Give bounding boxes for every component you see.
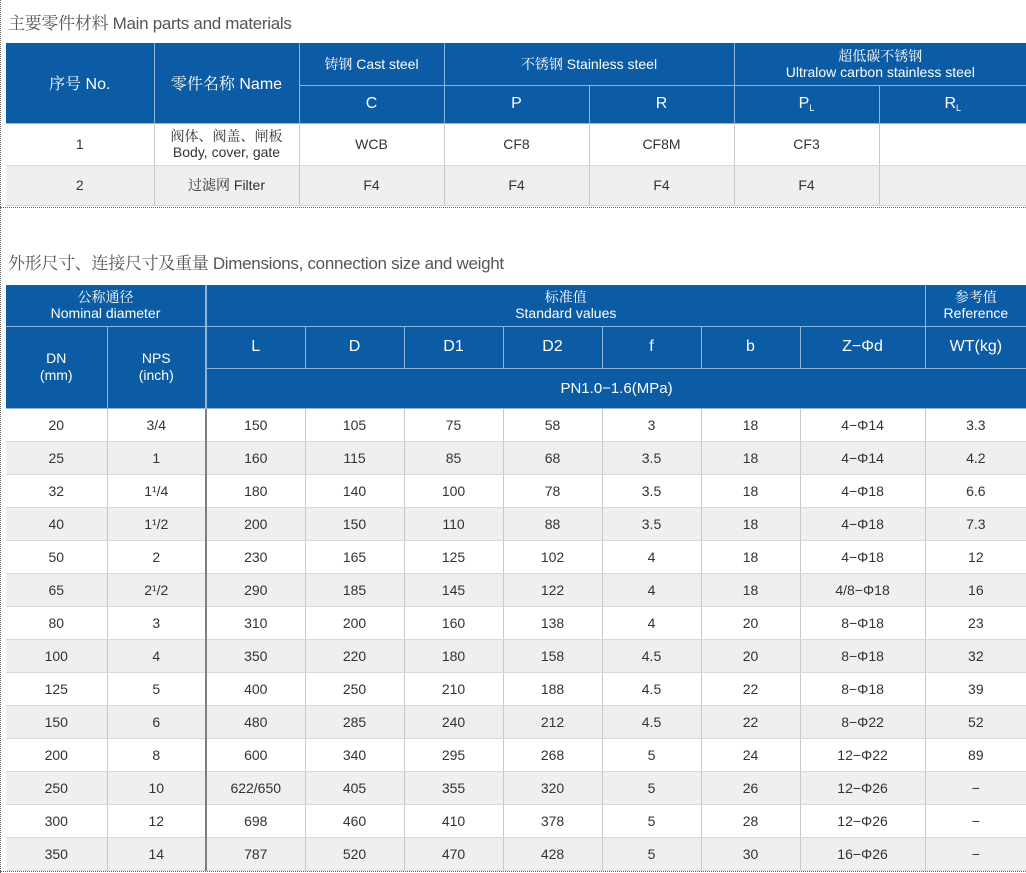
cell-nps: 12 <box>107 804 206 837</box>
cell-d1: 100 <box>404 474 503 507</box>
cell-nps: 1 <box>107 441 206 474</box>
cell-l: 310 <box>206 606 305 639</box>
cell-d1: 470 <box>404 837 503 870</box>
table-row <box>6 474 1026 507</box>
dimensions-table <box>6 285 1026 871</box>
cell-pl: F4 <box>734 165 879 205</box>
cell-b: 18 <box>701 441 800 474</box>
cell-wt: 39 <box>925 672 1026 705</box>
cell-z-phi-d: 8−Φ22 <box>800 705 925 738</box>
cell-wt: 16 <box>925 573 1026 606</box>
materials-section-title: 主要零件材料 Main parts and materials <box>8 14 292 33</box>
cell-dn: 25 <box>6 441 107 474</box>
cell-b: 24 <box>701 738 800 771</box>
header-nominal-diameter: 公称通径 Nominal diameter <box>6 285 206 326</box>
cell-z-phi-d: 4−Φ14 <box>800 441 925 474</box>
cell-d2: 212 <box>503 705 602 738</box>
header-col-z: Z−Φd <box>800 326 925 368</box>
cell-rl <box>879 165 1026 205</box>
cell-d2: 158 <box>503 639 602 672</box>
cell-nps: 2 <box>107 540 206 573</box>
cell-b: 18 <box>701 408 800 441</box>
cell-d2: 428 <box>503 837 602 870</box>
header-standard-values: 标准值 Standard values <box>206 285 925 326</box>
cell-d: 250 <box>305 672 404 705</box>
cell-b: 30 <box>701 837 800 870</box>
cell-p: CF8 <box>444 123 589 165</box>
cell-d2: 102 <box>503 540 602 573</box>
cell-d2: 68 <box>503 441 602 474</box>
cell-b: 18 <box>701 474 800 507</box>
cell-wt: 32 <box>925 639 1026 672</box>
cell-b: 18 <box>701 573 800 606</box>
cell-z-phi-d: 12−Φ26 <box>800 804 925 837</box>
cell-f: 4 <box>602 606 701 639</box>
cell-z-phi-d: 4−Φ18 <box>800 474 925 507</box>
cell-r: CF8M <box>589 123 734 165</box>
cell-d1: 160 <box>404 606 503 639</box>
cell-wt: − <box>925 804 1026 837</box>
cell-wt: 52 <box>925 705 1026 738</box>
header-ultralow-carbon <box>734 43 1026 85</box>
cell-nps: 4 <box>107 639 206 672</box>
cell-d1: 210 <box>404 672 503 705</box>
header-col-d: D <box>305 326 404 368</box>
cell-rl <box>879 123 1026 165</box>
header-col-l: L <box>206 326 305 368</box>
table-row <box>6 540 1026 573</box>
cell-b: 20 <box>701 606 800 639</box>
table-row <box>6 507 1026 540</box>
cell-b: 20 <box>701 639 800 672</box>
cell-nps: 8 <box>107 738 206 771</box>
cell-no: 2 <box>6 165 154 205</box>
table-row <box>6 639 1026 672</box>
cell-f: 4 <box>602 573 701 606</box>
cell-l: 600 <box>206 738 305 771</box>
cell-d1: 145 <box>404 573 503 606</box>
cell-d: 405 <box>305 771 404 804</box>
cell-part-name: 阀体、阀盖、闸板 Body, cover, gate <box>154 123 299 165</box>
cell-d: 520 <box>305 837 404 870</box>
cell-z-phi-d: 12−Φ22 <box>800 738 925 771</box>
cell-f: 3.5 <box>602 441 701 474</box>
cell-l: 698 <box>206 804 305 837</box>
cell-wt: 4.2 <box>925 441 1026 474</box>
cell-dn: 40 <box>6 507 107 540</box>
cell-dn: 32 <box>6 474 107 507</box>
cell-b: 22 <box>701 705 800 738</box>
header-col-f: f <box>602 326 701 368</box>
table-row <box>6 606 1026 639</box>
header-col-b: b <box>701 326 800 368</box>
cell-nps: 2¹/2 <box>107 573 206 606</box>
table-row <box>6 165 1026 205</box>
code-pl: $P_L$ <box>734 85 879 123</box>
cell-wt: 23 <box>925 606 1026 639</box>
code-p: P <box>444 85 589 123</box>
page-border-bottom <box>0 871 1026 872</box>
cell-z-phi-d: 8−Φ18 <box>800 639 925 672</box>
cell-d2: 88 <box>503 507 602 540</box>
cell-dn: 80 <box>6 606 107 639</box>
cell-d1: 75 <box>404 408 503 441</box>
cell-z-phi-d: 4−Φ14 <box>800 408 925 441</box>
header-nps: NPS (inch) <box>107 326 206 408</box>
cell-nps: 3/4 <box>107 408 206 441</box>
cell-d2: 378 <box>503 804 602 837</box>
cell-dn: 65 <box>6 573 107 606</box>
cell-wt: 6.6 <box>925 474 1026 507</box>
cell-d: 165 <box>305 540 404 573</box>
header-part-name: 零件名称 Name <box>154 43 299 123</box>
cell-wt: − <box>925 837 1026 870</box>
cell-wt: 89 <box>925 738 1026 771</box>
cell-l: 290 <box>206 573 305 606</box>
cell-d2: 78 <box>503 474 602 507</box>
header-col-wt: WT(kg) <box>925 326 1026 368</box>
cell-d2: 58 <box>503 408 602 441</box>
cell-part-name: 过滤网 Filter <box>154 165 299 205</box>
cell-wt: 7.3 <box>925 507 1026 540</box>
cell-p: F4 <box>444 165 589 205</box>
cell-b: 28 <box>701 804 800 837</box>
table-row <box>6 123 1026 165</box>
code-rl: $R_L$ <box>879 85 1026 123</box>
cell-d1: 410 <box>404 804 503 837</box>
cell-c: WCB <box>299 123 444 165</box>
cell-l: 622/650 <box>206 771 305 804</box>
cell-f: 5 <box>602 837 701 870</box>
cell-f: 5 <box>602 771 701 804</box>
cell-nps: 1¹/4 <box>107 474 206 507</box>
header-stainless-steel: 不锈钢 Stainless steel <box>444 43 734 85</box>
cell-f: 4.5 <box>602 639 701 672</box>
cell-pl: CF3 <box>734 123 879 165</box>
cell-d: 460 <box>305 804 404 837</box>
header-reference: 参考值 Reference <box>925 285 1026 326</box>
header-no: 序号 No. <box>6 43 154 123</box>
cell-d1: 295 <box>404 738 503 771</box>
cell-dn: 50 <box>6 540 107 573</box>
cell-dn: 150 <box>6 705 107 738</box>
cell-d1: 240 <box>404 705 503 738</box>
cell-nps: 10 <box>107 771 206 804</box>
cell-l: 160 <box>206 441 305 474</box>
cell-nps: 1¹/2 <box>107 507 206 540</box>
header-pressure-rating: PN1.0−1.6(MPa) <box>206 368 1026 408</box>
cell-f: 4 <box>602 540 701 573</box>
cell-d: 150 <box>305 507 404 540</box>
cell-d: 220 <box>305 639 404 672</box>
cell-d2: 122 <box>503 573 602 606</box>
cell-d2: 138 <box>503 606 602 639</box>
materials-table <box>6 43 1026 206</box>
cell-f: 5 <box>602 804 701 837</box>
cell-d2: 320 <box>503 771 602 804</box>
header-col-d2: D2 <box>503 326 602 368</box>
cell-d1: 180 <box>404 639 503 672</box>
cell-d: 285 <box>305 705 404 738</box>
table-row <box>6 705 1026 738</box>
cell-l: 200 <box>206 507 305 540</box>
cell-l: 400 <box>206 672 305 705</box>
code-r: R <box>589 85 734 123</box>
cell-wt: − <box>925 771 1026 804</box>
cell-f: 3.5 <box>602 507 701 540</box>
header-ultralow-cn: 超低碳不锈钢 <box>838 47 923 64</box>
table-row <box>6 672 1026 705</box>
cell-l: 787 <box>206 837 305 870</box>
cell-dn: 300 <box>6 804 107 837</box>
cell-nps: 14 <box>107 837 206 870</box>
page-border-left <box>0 0 1 873</box>
cell-z-phi-d: 8−Φ18 <box>800 606 925 639</box>
cell-r: F4 <box>589 165 734 205</box>
cell-z-phi-d: 16−Φ26 <box>800 837 925 870</box>
cell-wt: 3.3 <box>925 408 1026 441</box>
cell-dn: 125 <box>6 672 107 705</box>
cell-wt: 12 <box>925 540 1026 573</box>
cell-f: 3 <box>602 408 701 441</box>
cell-d1: 125 <box>404 540 503 573</box>
cell-dn: 100 <box>6 639 107 672</box>
header-ultralow-en: Ultralow carbon stainless steel <box>785 63 975 80</box>
table-row <box>6 804 1026 837</box>
dimensions-section-title: 外形尺寸、连接尺寸及重量 Dimensions, connection size and weight <box>8 254 504 273</box>
table-row <box>6 408 1026 441</box>
cell-d: 340 <box>305 738 404 771</box>
cell-b: 18 <box>701 540 800 573</box>
cell-nps: 6 <box>107 705 206 738</box>
cell-d1: 85 <box>404 441 503 474</box>
cell-no: 1 <box>6 123 154 165</box>
cell-nps: 5 <box>107 672 206 705</box>
section-divider <box>0 207 1026 208</box>
cell-d: 140 <box>305 474 404 507</box>
cell-dn: 200 <box>6 738 107 771</box>
cell-d: 105 <box>305 408 404 441</box>
cell-dn: 20 <box>6 408 107 441</box>
cell-d1: 110 <box>404 507 503 540</box>
cell-z-phi-d: 4/8−Φ18 <box>800 573 925 606</box>
cell-z-phi-d: 4−Φ18 <box>800 540 925 573</box>
header-col-d1: D1 <box>404 326 503 368</box>
table-row <box>6 837 1026 870</box>
cell-f: 3.5 <box>602 474 701 507</box>
cell-d: 115 <box>305 441 404 474</box>
cell-f: 4.5 <box>602 672 701 705</box>
cell-b: 18 <box>701 507 800 540</box>
cell-l: 350 <box>206 639 305 672</box>
header-dn: DN (mm) <box>6 326 107 408</box>
cell-l: 480 <box>206 705 305 738</box>
cell-nps: 3 <box>107 606 206 639</box>
cell-dn: 350 <box>6 837 107 870</box>
cell-f: 4.5 <box>602 705 701 738</box>
cell-c: F4 <box>299 165 444 205</box>
header-cast-steel: 铸钢 Cast steel <box>299 43 444 85</box>
cell-d2: 268 <box>503 738 602 771</box>
cell-z-phi-d: 4−Φ18 <box>800 507 925 540</box>
cell-d2: 188 <box>503 672 602 705</box>
cell-l: 230 <box>206 540 305 573</box>
table-row <box>6 771 1026 804</box>
code-c: C <box>299 85 444 123</box>
cell-d1: 355 <box>404 771 503 804</box>
cell-d: 185 <box>305 573 404 606</box>
cell-z-phi-d: 12−Φ26 <box>800 771 925 804</box>
table-row <box>6 573 1026 606</box>
table-row <box>6 738 1026 771</box>
cell-d: 200 <box>305 606 404 639</box>
cell-b: 26 <box>701 771 800 804</box>
table-row <box>6 441 1026 474</box>
cell-f: 5 <box>602 738 701 771</box>
cell-b: 22 <box>701 672 800 705</box>
cell-z-phi-d: 8−Φ18 <box>800 672 925 705</box>
cell-l: 180 <box>206 474 305 507</box>
cell-dn: 250 <box>6 771 107 804</box>
cell-l: 150 <box>206 408 305 441</box>
